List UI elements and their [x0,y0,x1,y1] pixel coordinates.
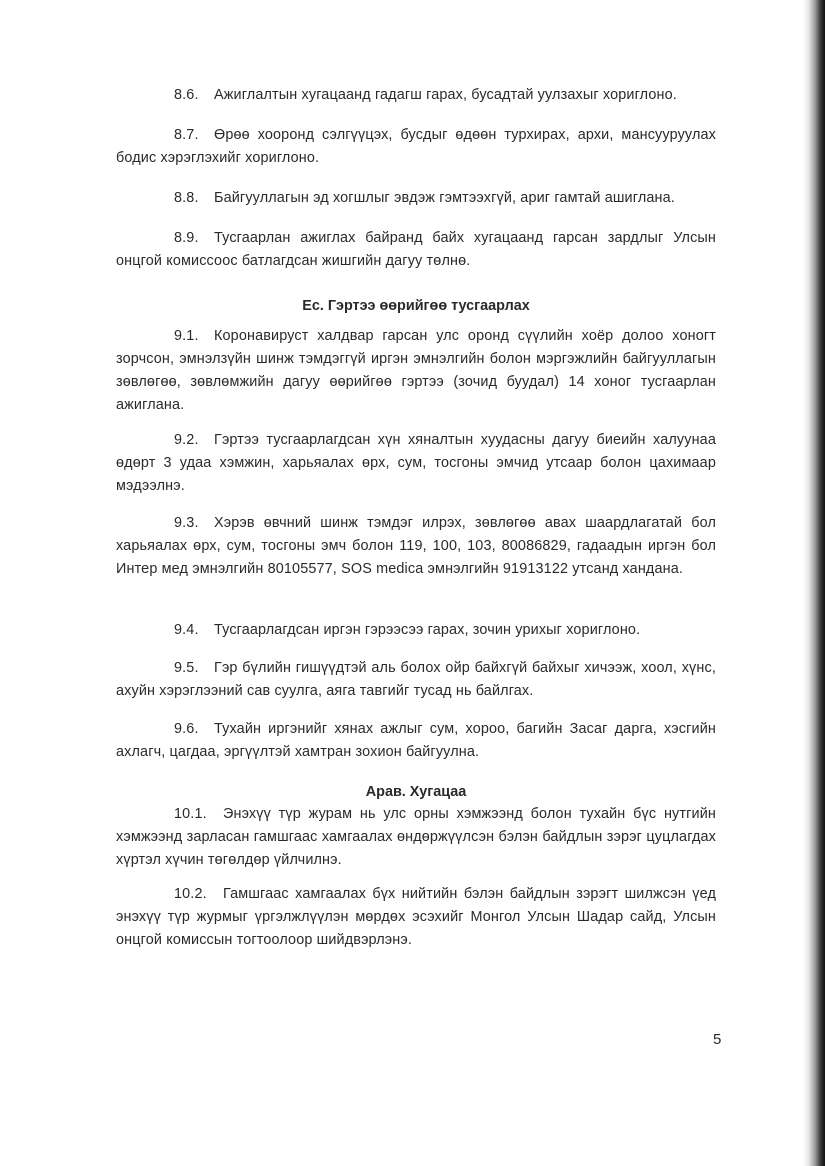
clause-10-1 [116,803,716,872]
clause-text: Ажиглалтын хугацаанд гадагш гарах, бусадтай уулзахыг хориглоно. [214,87,677,103]
clause-text: Гамшгаас хамгаалах бүх нийтийн бэлэн байдлын зэрэгт шилжсэн үед энэхүү түр журмыг үргэлжлүүлэн мөрдөх эсэхийг Монгол Улсын Шадар сайд, Улсын онцгой комиссын тогтоолоор шийдвэрлэнэ. [116,886,716,948]
page-number: 5 [713,1031,722,1048]
clause-number: 9.2. [174,432,199,448]
clause-text: Гэр бүлийн гишүүдтэй аль болох ойр байхгүй байхыг хичээж, хоол, хүнс, ахуйн хэрэглээний сав суулга, аяга тавгийг тусад нь байлгах. [116,660,716,699]
clause-number: 10.1. [174,806,207,822]
clause-9-3 [116,512,716,581]
clause-10-2 [116,883,716,952]
clause-text: Хэрэв өвчний шинж тэмдэг илрэх, зөвлөгөө авах шаардлагатай бол харьяалах өрх, сум, тосгоны эмч болон 119, 100, 103, 80086829, гадаадын иргэн бол Интер мед эмнэлгийн 80105577, SOS medica эмнэлгийн 91913122 утсанд хандана. [116,515,716,577]
clause-9-1 [116,325,716,417]
clause-9-5 [116,657,716,703]
clause-8-6 [116,84,716,107]
clause-8-8 [116,187,716,210]
clause-number: 9.1. [174,328,199,344]
clause-9-4 [116,619,716,642]
clause-text: Тухайн иргэнийг хянах ажлыг сум, хороо, багийн Засаг дарга, хэсгийн ахлагч, цагдаа, эргүүлтэй хамтран зохион байгуулна. [116,721,716,760]
clause-number: 9.4. [174,622,199,638]
clause-9-6 [116,718,716,764]
section-heading-9: Ес. Гэртээ өөрийгөө тусгаарлах [302,298,530,314]
clause-number: 9.5. [174,660,199,676]
clause-text: Байгууллагын эд хогшлыг эвдэж гэмтээхгүй, ариг гамтай ашиглана. [214,190,675,206]
clause-text: Коронавируст халдвар гарсан улс оронд сүүлийн хоёр долоо хоногт зорчсон, эмнэлзүйн шинж тэмдэггүй иргэн эмнэлгийн болон мэргэжлийн байгууллагын зөвлөгөө, зөвлөмжийн дагуу өөрийгөө гэртээ (зочид буудал) 14 хоног тусгаарлан ажиглана. [116,328,716,413]
clause-number: 8.6. [174,87,199,103]
clause-text: Энэхүү түр журам нь улс орны хэмжээнд болон тухайн бүс нутгийн хэмжээнд зарласан гамшгаас хамгаалах өндөржүүлсэн бэлэн байдлын зэрэг цуцлагдах хүртэл хүчин төгөлдөр үйлчилнэ. [116,806,716,868]
section-heading-10: Арав. Хугацаа [365,784,467,800]
clause-number: 8.8. [174,190,199,206]
clause-8-7 [116,124,716,170]
clause-text: Тусгаарлан ажиглах байранд байх хугацаанд гарсан зардлыг Улсын онцгой комиссоос батлагдсан жишгийн дагуу төлнө. [116,230,716,269]
clause-9-2 [116,429,716,498]
clause-number: 9.3. [174,515,199,531]
clause-8-9 [116,227,716,273]
clause-number: 8.7. [174,127,199,143]
clause-text: Гэртээ тусгаарлагдсан хүн хяналтын хуудасны дагуу биеийн халуунаа өдөрт 3 удаа хэмжин, харьяалах өрх, сум, тосгоны эмчид утсаар болон цахимаар мэдээлнэ. [116,432,716,494]
clause-number: 9.6. [174,721,199,737]
clause-text: Өрөө хооронд сэлгүүцэх, бусдыг өдөөн турхирах, архи, мансууруулах бодис хэрэглэхийг хориглоно. [116,127,716,166]
clause-text: Тусгаарлагдсан иргэн гэрээсээ гарах, зочин урихыг хориглоно. [214,622,641,638]
clause-number: 8.9. [174,230,199,246]
clause-number: 10.2. [174,886,207,902]
scan-shadow-edge [803,0,825,1166]
